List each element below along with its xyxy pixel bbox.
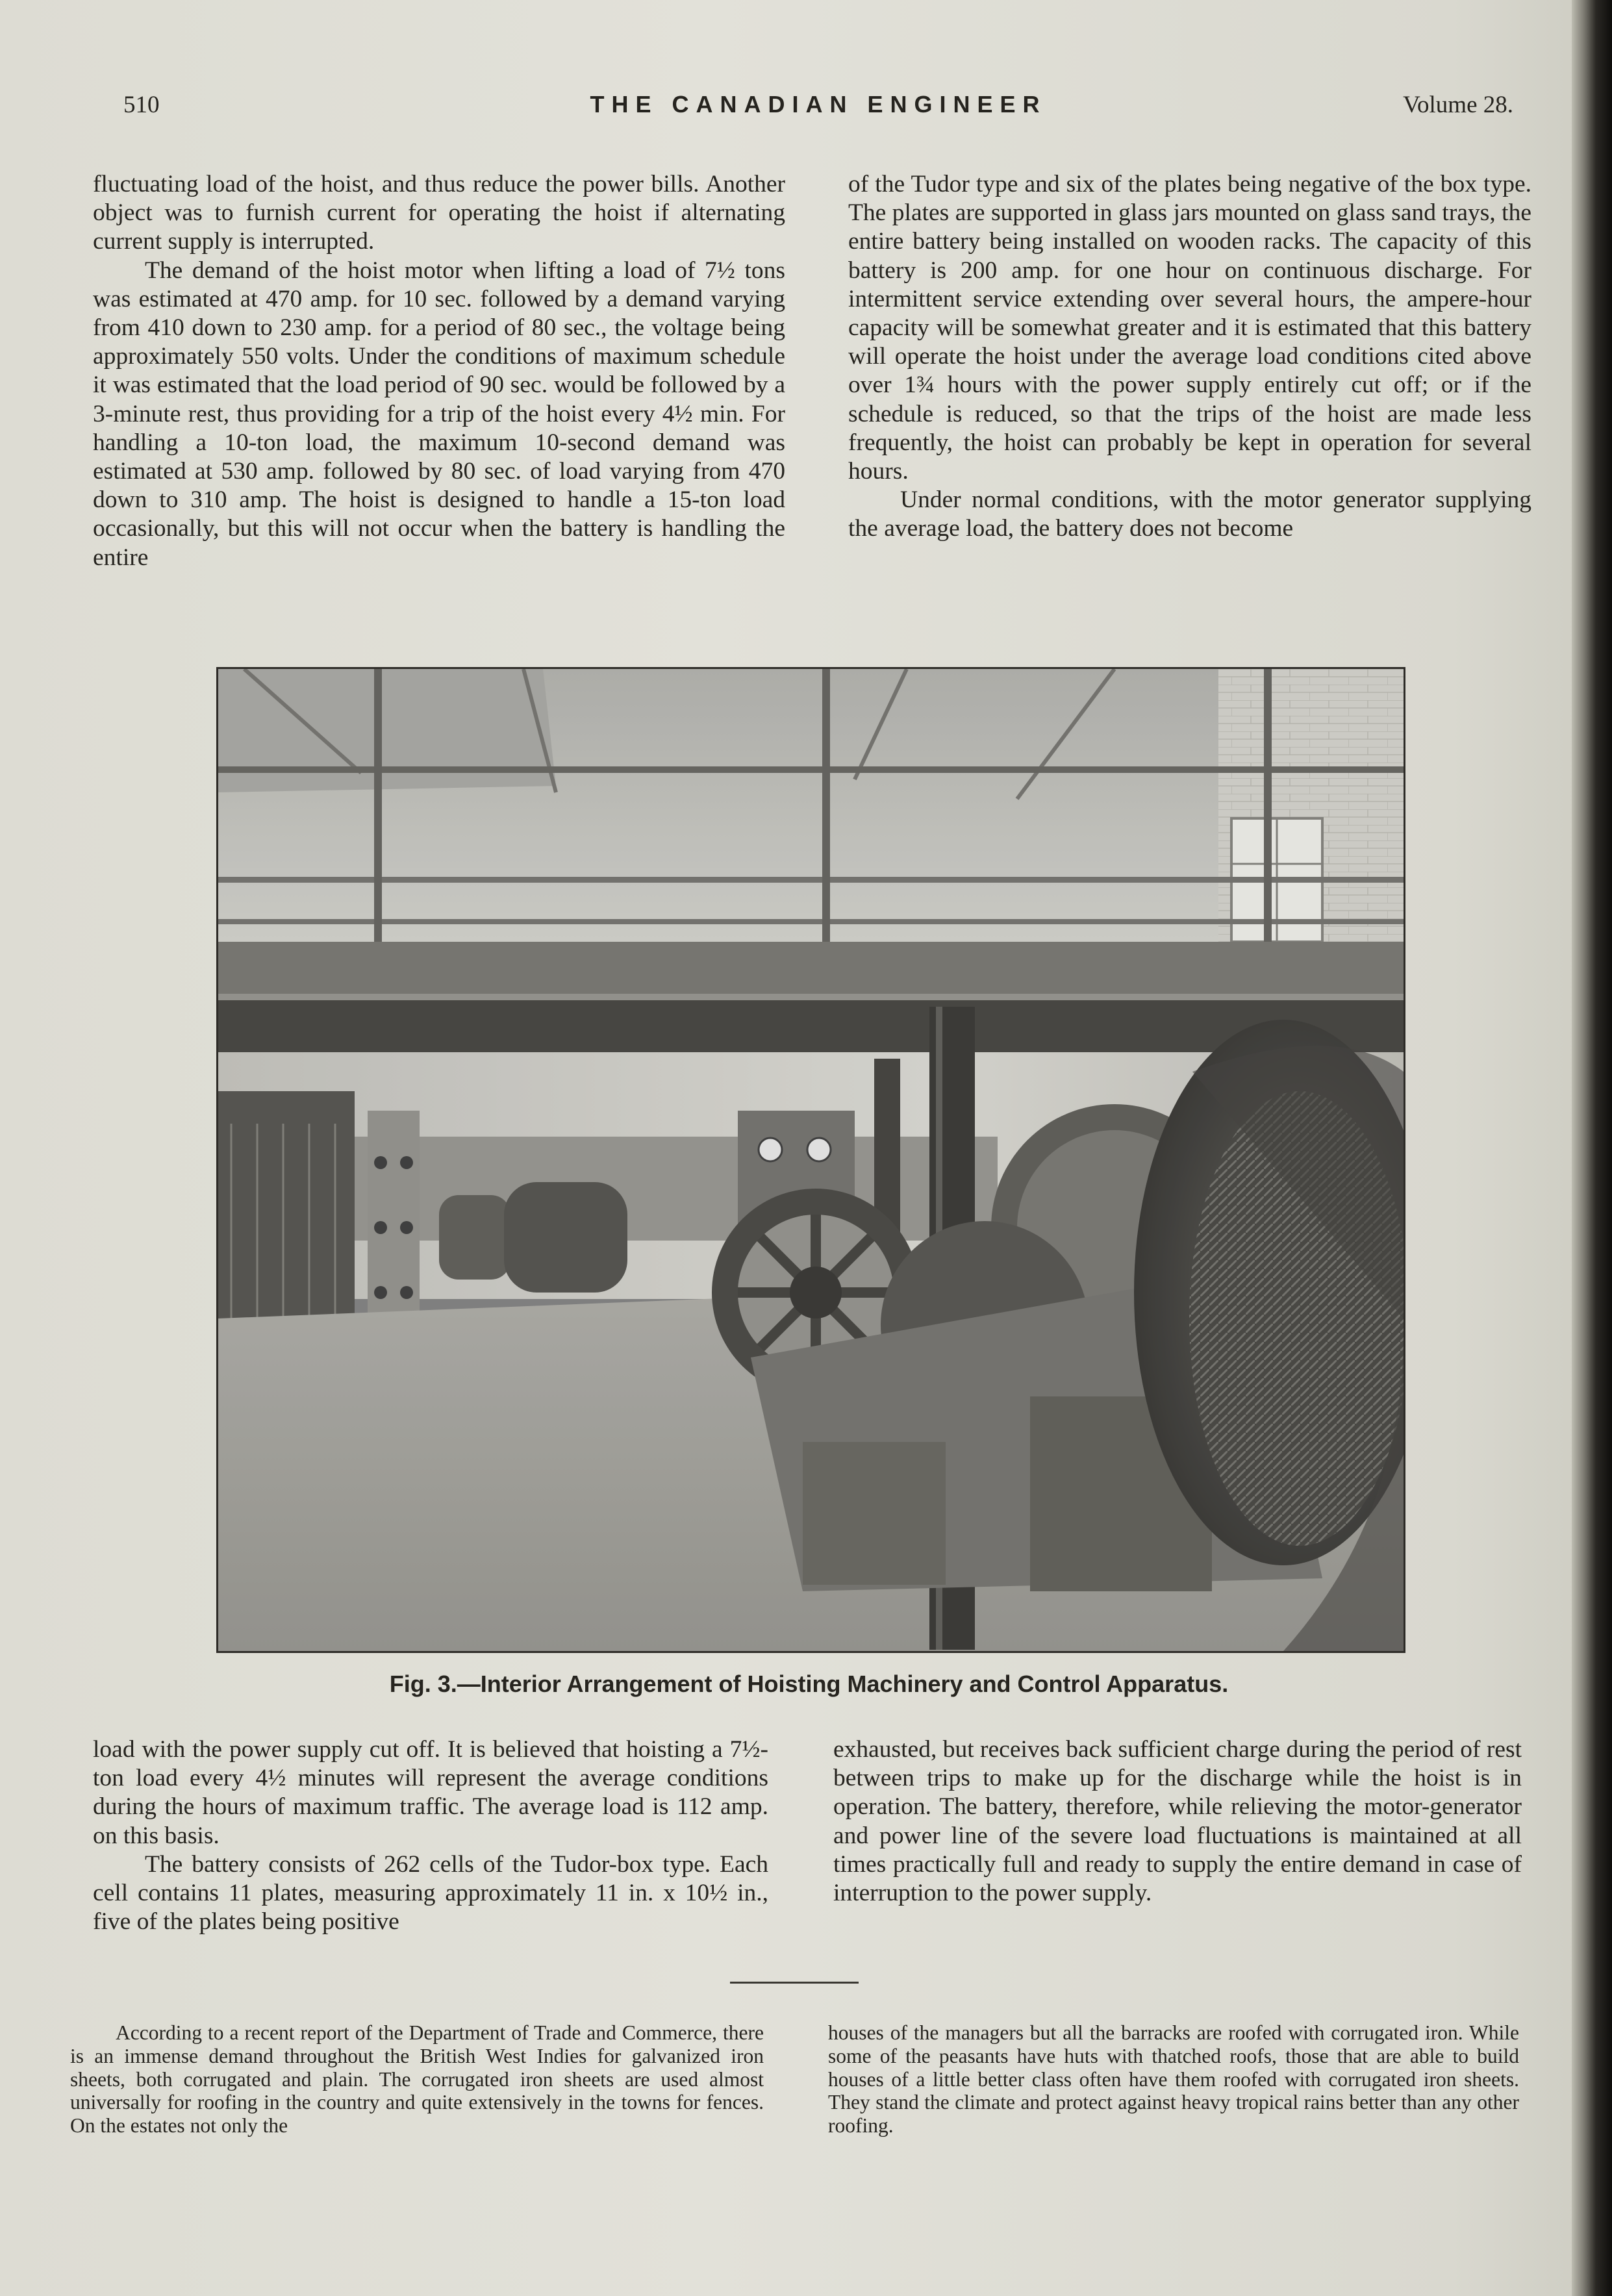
paragraph: houses of the managers but all the barracks are roofed with corrugated iron. While some of the peasants have huts with thatched roofs, those that are able to build houses of a little better class often have them roofed with corrugated iron sheets. They stand the climate and protect against heavy tropical rains better than any other roofing. [828,2021,1519,2138]
hoist-machinery-photograph [216,667,1405,1653]
paragraph: Under normal conditions, with the motor generator supplying the average load, the battery does not become [848,486,1531,542]
news-note-right [828,2021,1519,2138]
figure-caption: Fig. 3.—Interior Arrangement of Hoisting Machinery and Control Apparatus. [389,1671,1229,1697]
bottom-left-column [93,1735,768,1936]
top-right-column [848,170,1531,544]
bottom-right-column [833,1735,1522,1908]
news-note-left [70,2021,764,2138]
paragraph: fluctuating load of the hoist, and thus reduce the power bills. Another object was to furnish current for operating the hoist if alternating current supply is interrupted. [93,171,785,255]
machinery-photo-illustration [218,669,1404,1651]
page-number: 510 [123,92,160,118]
top-left-column [93,170,785,572]
paragraph: According to a recent report of the Department of Trade and Commerce, there is an immense demand throughout the British West Indies for galvanized iron sheets, both corrugated and plain. The corrugated iron sheets are used almost universally for roofing in the country and quite extensively in the towns for fences. On the estates not only the [70,2021,764,2138]
volume-label: Volume 28. [1403,92,1513,118]
running-header [123,91,1513,130]
journal-title: THE CANADIAN ENGINEER [590,91,1047,118]
book-binding-shadow [1572,0,1612,2296]
paragraph: The demand of the hoist motor when lifting a load of 7½ tons was estimated at 470 amp. for 10 sec. followed by a demand varying from 410 down to 230 amp. for a period of 80 sec., the voltage being approximately 550 volts. Under the conditions of maximum schedule it was estimated that the load period of 90 sec. would be followed by a 3-minute rest, thus providing for a trip of the hoist every 4½ min. For handling a 10-ton load, the maximum 10-second demand was estimated at 530 amp. followed by 80 sec. of load varying from 470 down to 310 amp. The hoist is designed to handle a 15-ton load occasionally, but this will not occur when the battery is handling the entire [93,257,785,571]
section-divider [730,1982,859,1984]
paragraph: of the Tudor type and six of the plates being negative of the box type. The plates are supported in glass jars mounted on glass sand trays, the entire battery being installed on wooden racks. The capacity of this battery is 200 amp. for one hour on continuous discharge. For intermittent service extending over several hours, the ampere-hour capacity will be somewhat greater and it is estimated that this battery will operate the hoist under the average load conditions cited above over 1¾ hours with the power supply entirely cut off; or if the schedule is reduced, so that the trips of the hoist are made less frequently, the hoist can probably be kept in operation for several hours. [848,171,1531,485]
paragraph: load with the power supply cut off. It is believed that hoisting a 7½-ton load every 4½ minutes will represent the average conditions during the hours of maximum traffic. The average load is 112 amp. on this basis. [93,1736,768,1849]
paragraph: The battery consists of 262 cells of the Tudor-box type. Each cell contains 11 plates, measuring approximately 11 in. x 10½ in., five of the plates being positive [93,1850,768,1936]
paragraph: exhausted, but receives back sufficient charge during the period of rest between trips to make up for the discharge while the hoist is in operation. The battery, therefore, while relieving the motor-generator and power line of the severe load fluctuations is maintained at all times practically full and ready to supply the entire demand in case of interruption to the power supply. [833,1736,1522,1907]
